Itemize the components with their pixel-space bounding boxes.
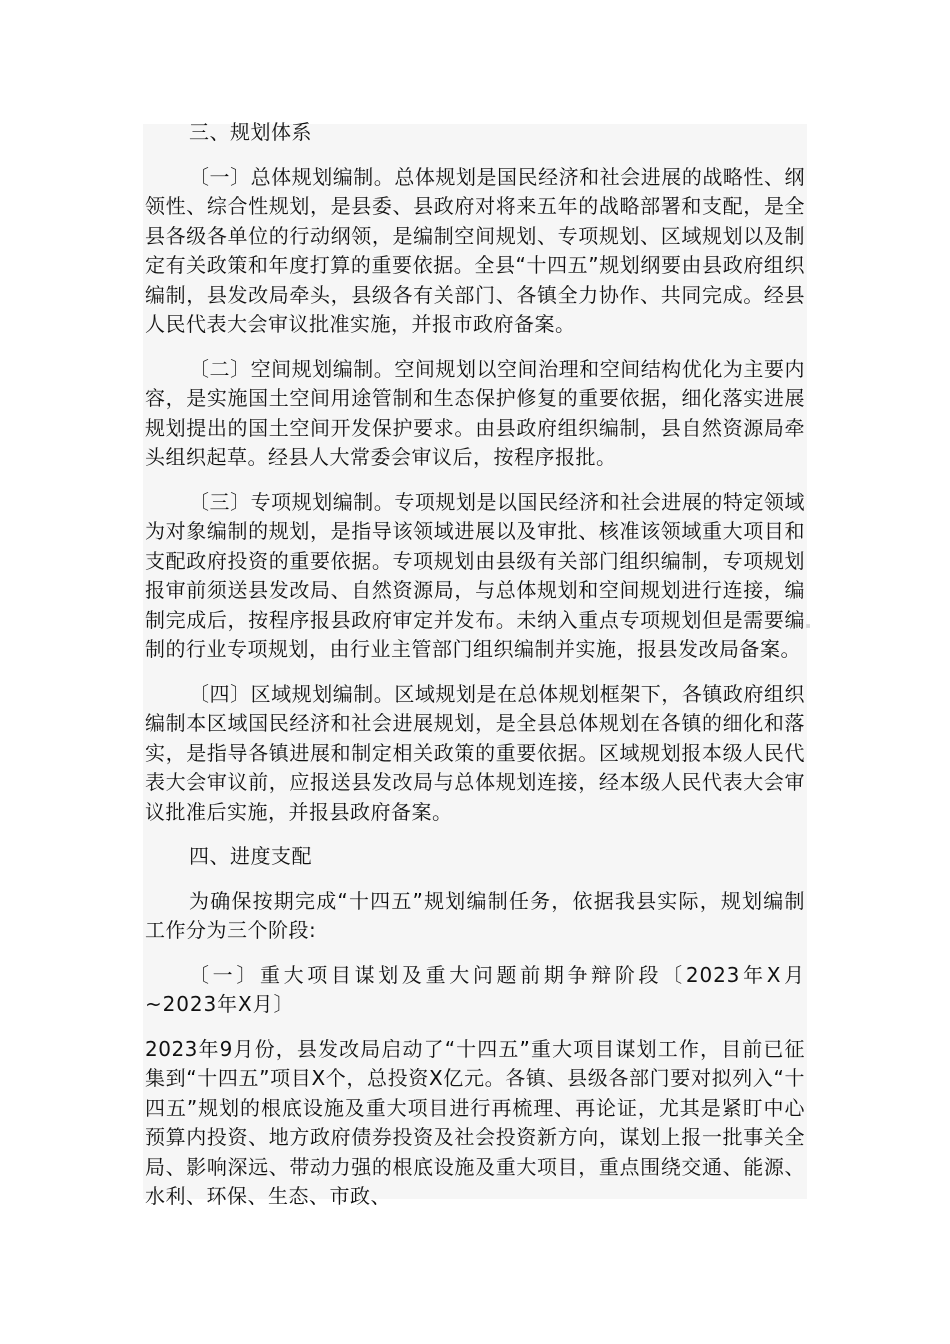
section-heading-3: 三、规划体系 xyxy=(189,120,312,144)
paragraph-special-planning: 〔三〕专项规划编制。专项规划是以国民经济和社会进展的特定领域为对象编制的规划，是指导该领域进展以及审批、核准该领域重大项目和支配政府投资的重要依据。专项规划由县级有关部门组织编制，专项规划报审前须送县发改局、自然资源局，与总体规划和空间规划进行连接，编制完成后，按程序报县政府审定并发布。未纳入重点专项规划但是需要编制的行业专项规划，由行业主管部门组织编制并实施，报县发改局备案。 xyxy=(145,489,805,661)
paragraph-stage-one-title: 〔一〕重大项目谋划及重大问题前期争辩阶段〔2023年X月~2023年X月〕 xyxy=(145,962,805,1016)
paragraph-schedule-intro: 为确保按期完成“十四五”规划编制任务，依据我县实际，规划编制工作分为三个阶段: xyxy=(145,888,805,942)
margin-mark xyxy=(806,624,810,628)
section-heading-4: 四、进度支配 xyxy=(189,844,312,868)
paragraph-spatial-planning: 〔二〕空间规划编制。空间规划以空间治理和空间结构优化为主要内容，是实施国土空间用途管制和生态保护修复的重要依据，细化落实进展规划提出的国土空间开发保护要求。由县政府组织编制，县自然资源局牵头组织起草。经县人大常委会审议后，按程序报批。 xyxy=(145,356,805,469)
paragraph-stage-one-body: 2023年9月份，县发改局启动了“十四五”重大项目谋划工作，目前已征集到“十四五”项目X个，总投资X亿元。各镇、县级各部门要对拟列入“十四五”规划的根底设施及重大项目进行再梳理、再论证，尤其是紧盯中心预算内投资、地方政府债券投资及社会投资新方向，谋划上报一批事关全局、影响深远、带动力强的根底设施及重大项目，重点围绕交通、能源、水利、环保、生态、市政、 xyxy=(145,1036,805,1208)
document-body xyxy=(145,118,805,1212)
paragraph-regional-planning: 〔四〕区域规划编制。区域规划是在总体规划框架下，各镇政府组织编制本区域国民经济和社会进展规划，是全县总体规划在各镇的细化和落实，是指导各镇进展和制定相关政策的重要依据。区域规划报本级人民代表大会审议前，应报送县发改局与总体规划连接，经本级人民代表大会审议批准后实施，并报县政府备案。 xyxy=(145,681,805,824)
paragraph-overall-planning: 〔一〕总体规划编制。总体规划是国民经济和社会进展的战略性、纲领性、综合性规划，是县委、县政府对将来五年的战略部署和支配，是全县各级各单位的行动纲领，是编制空间规划、专项规划、区域规划以及制定有关政策和年度打算的重要依据。全县“十四五”规划纲要由县政府组织编制，县发改局牵头，县级各有关部门、各镇全力协作、共同完成。经县人民代表大会审议批准实施，并报市政府备案。 xyxy=(145,164,805,336)
